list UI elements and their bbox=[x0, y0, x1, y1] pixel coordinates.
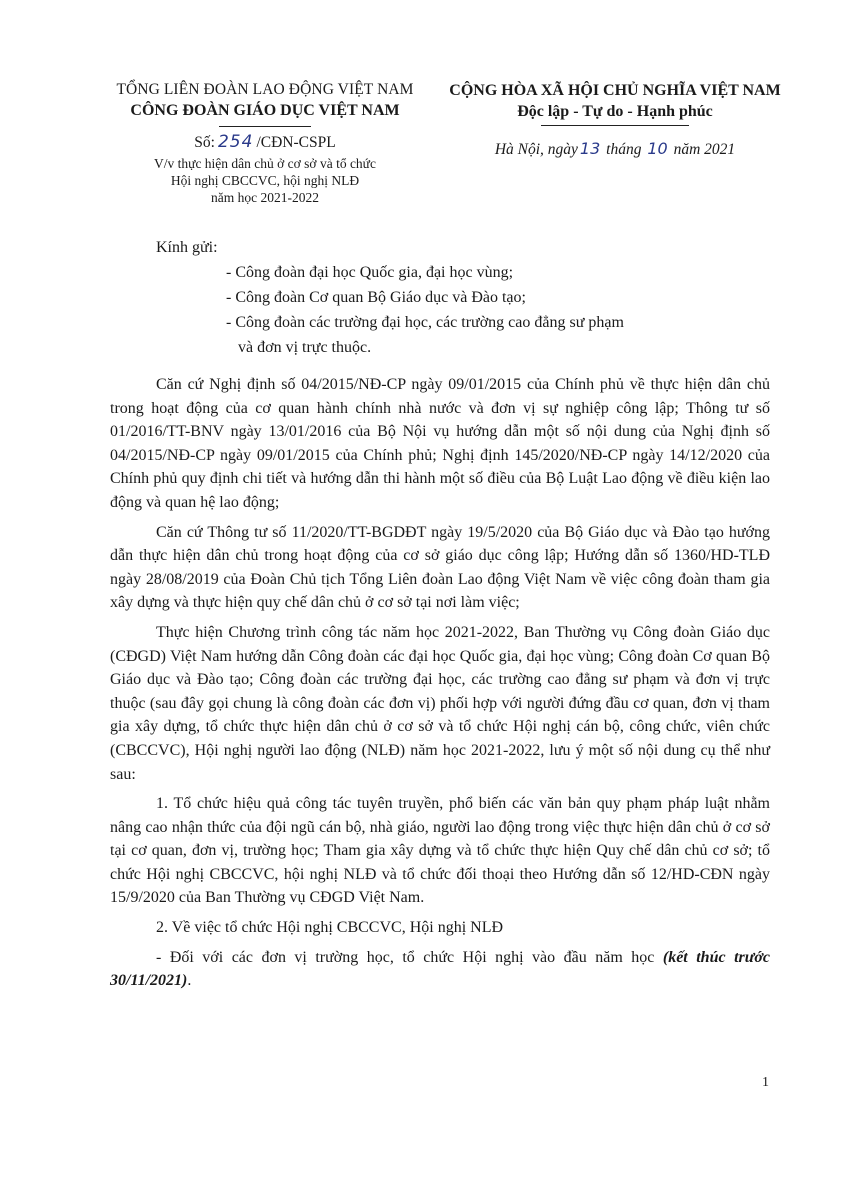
body-paragraph-item-1: 1. Tổ chức hiệu quả công tác tuyên truyền, phổ biến các văn bản quy phạm pháp luật nhằm nâng cao nhận thức của đội ngũ cán bộ, nhà giáo, người lao động trong việc thực hiện dân chủ ở cơ sở tại cơ quan, đơn vị, trường học; Tham gia xây dựng và tổ chức thực hiện Quy chế dân chủ cơ sở; tổ chức Hội nghị CBCCVC, hội nghị NLĐ và tổ chức đối thoại theo Hướng dẫn số 12/HD-CĐN ngày 15/9/2020 của Ban Thường vụ CĐGD Việt Nam. bbox=[110, 795, 770, 907]
recipient-item: - Công đoàn Cơ quan Bộ Giáo dục và Đào tạo; bbox=[226, 289, 526, 306]
national-header-block bbox=[440, 80, 790, 160]
document-number bbox=[100, 132, 430, 153]
header-underline-right bbox=[541, 125, 689, 126]
doc-number-prefix: Số: bbox=[194, 134, 215, 151]
page-number: 1 bbox=[762, 1075, 769, 1090]
document-body bbox=[110, 373, 770, 999]
date-month-handwritten: 10 bbox=[647, 139, 668, 158]
parent-organization: TỔNG LIÊN ĐOÀN LAO ĐỘNG VIỆT NAM bbox=[116, 81, 414, 98]
doc-number-suffix: /CĐN-CSPL bbox=[256, 134, 336, 151]
header-underline-left bbox=[219, 126, 311, 127]
date-line bbox=[440, 139, 790, 160]
national-motto: Độc lập - Tự do - Hạnh phúc bbox=[517, 103, 713, 120]
recipient-item: - Công đoàn các trường đại học, các trường cao đẳng sư phạm bbox=[226, 314, 624, 331]
date-prefix: Hà Nội, ngày bbox=[494, 141, 578, 158]
body-paragraph-legal-basis-2: Căn cứ Thông tư số 11/2020/TT-BGDĐT ngày 19/5/2020 của Bộ Giáo dục và Đào tạo hướng dẫn thực hiện dân chủ trong hoạt động của cơ sở giáo dục công lập; Hướng dẫn số 1360/HD-TLĐ ngày 28/08/2019 của Đoàn Chủ tịch Tổng Liên đoàn Lao động Việt Nam về việc công đoàn tham gia xây dựng và thực hiện quy chế dân chủ ở cơ sở tại nơi làm việc; bbox=[110, 523, 770, 612]
date-suffix: năm 2021 bbox=[673, 141, 736, 158]
subject-line bbox=[100, 155, 430, 206]
recipient-item: - Công đoàn đại học Quốc gia, đại học vùng; bbox=[226, 264, 514, 281]
recipients-label: Kính gửi: bbox=[156, 239, 218, 256]
recipient-item-continuation: và đơn vị trực thuộc. bbox=[238, 339, 372, 356]
body-paragraph-item-2-detail bbox=[110, 946, 770, 993]
subject-line-1: V/v thực hiện dân chủ ở cơ sở và tổ chức bbox=[154, 156, 376, 171]
issuing-organization: CÔNG ĐOÀN GIÁO DỤC VIỆT NAM bbox=[130, 102, 400, 119]
item-2-detail-end: . bbox=[187, 972, 192, 990]
issuer-block bbox=[100, 80, 430, 206]
recipients-list bbox=[226, 260, 766, 360]
body-paragraph-item-2: 2. Về việc tổ chức Hội nghị CBCCVC, Hội nghị NLĐ bbox=[156, 919, 504, 937]
date-day-handwritten: 13 bbox=[579, 139, 601, 158]
national-title: CỘNG HÒA XÃ HỘI CHỦ NGHĨA VIỆT NAM bbox=[449, 82, 781, 99]
subject-line-3: năm học 2021-2022 bbox=[211, 190, 319, 205]
subject-line-2: Hội nghị CBCCVC, hội nghị NLĐ bbox=[170, 173, 360, 188]
item-2-detail-text: - Đối với các đơn vị trường học, tổ chức Hội nghị vào đầu năm học bbox=[156, 948, 655, 966]
body-paragraph-legal-basis-1: Căn cứ Nghị định số 04/2015/NĐ-CP ngày 09/01/2015 của Chính phủ về thực hiện dân chủ trong hoạt động của cơ quan hành chính nhà nước và đơn vị sự nghiệp công lập; Thông tư số 01/2016/TT-BNV ngày 13/01/2016 của Bộ Nội vụ hướng dẫn một số nội dung của Nghị định số 04/2015/NĐ-CP ngày 09/01/2015 của Chính phủ; Nghị định 145/2020/NĐ-CP ngày 14/12/2020 của Chính phủ quy định chi tiết và hướng dẫn thi hành một số điều của Bộ Luật Lao động về điều kiện lao động và quan hệ lao động; bbox=[110, 376, 770, 511]
date-middle: tháng bbox=[606, 141, 642, 158]
body-paragraph-implementation: Thực hiện Chương trình công tác năm học 2021-2022, Ban Thường vụ Công đoàn Giáo dục (CĐGD) Việt Nam hướng dẫn Công đoàn các đại học Quốc gia, đại học vùng; Công đoàn Cơ quan Bộ Giáo dục và Đào tạo; Công đoàn các trường đại học, các trường cao đẳng sư phạm và đơn vị trực thuộc (sau đây gọi chung là công đoàn các đơn vị) phối hợp với người đứng đầu cơ quan, đơn vị tham gia xây dựng, tổ chức thực hiện dân chủ ở cơ sở và tổ chức Hội nghị cán bộ, công chức, viên chức (CBCCVC), Hội nghị người lao động (NLĐ) năm học 2021-2022, lưu ý một số nội dung cụ thể như sau: bbox=[110, 623, 770, 783]
doc-number-handwritten: 254 bbox=[217, 132, 254, 152]
deadline-emphasis: (kết thúc trước 30/11/2021) bbox=[110, 948, 771, 990]
